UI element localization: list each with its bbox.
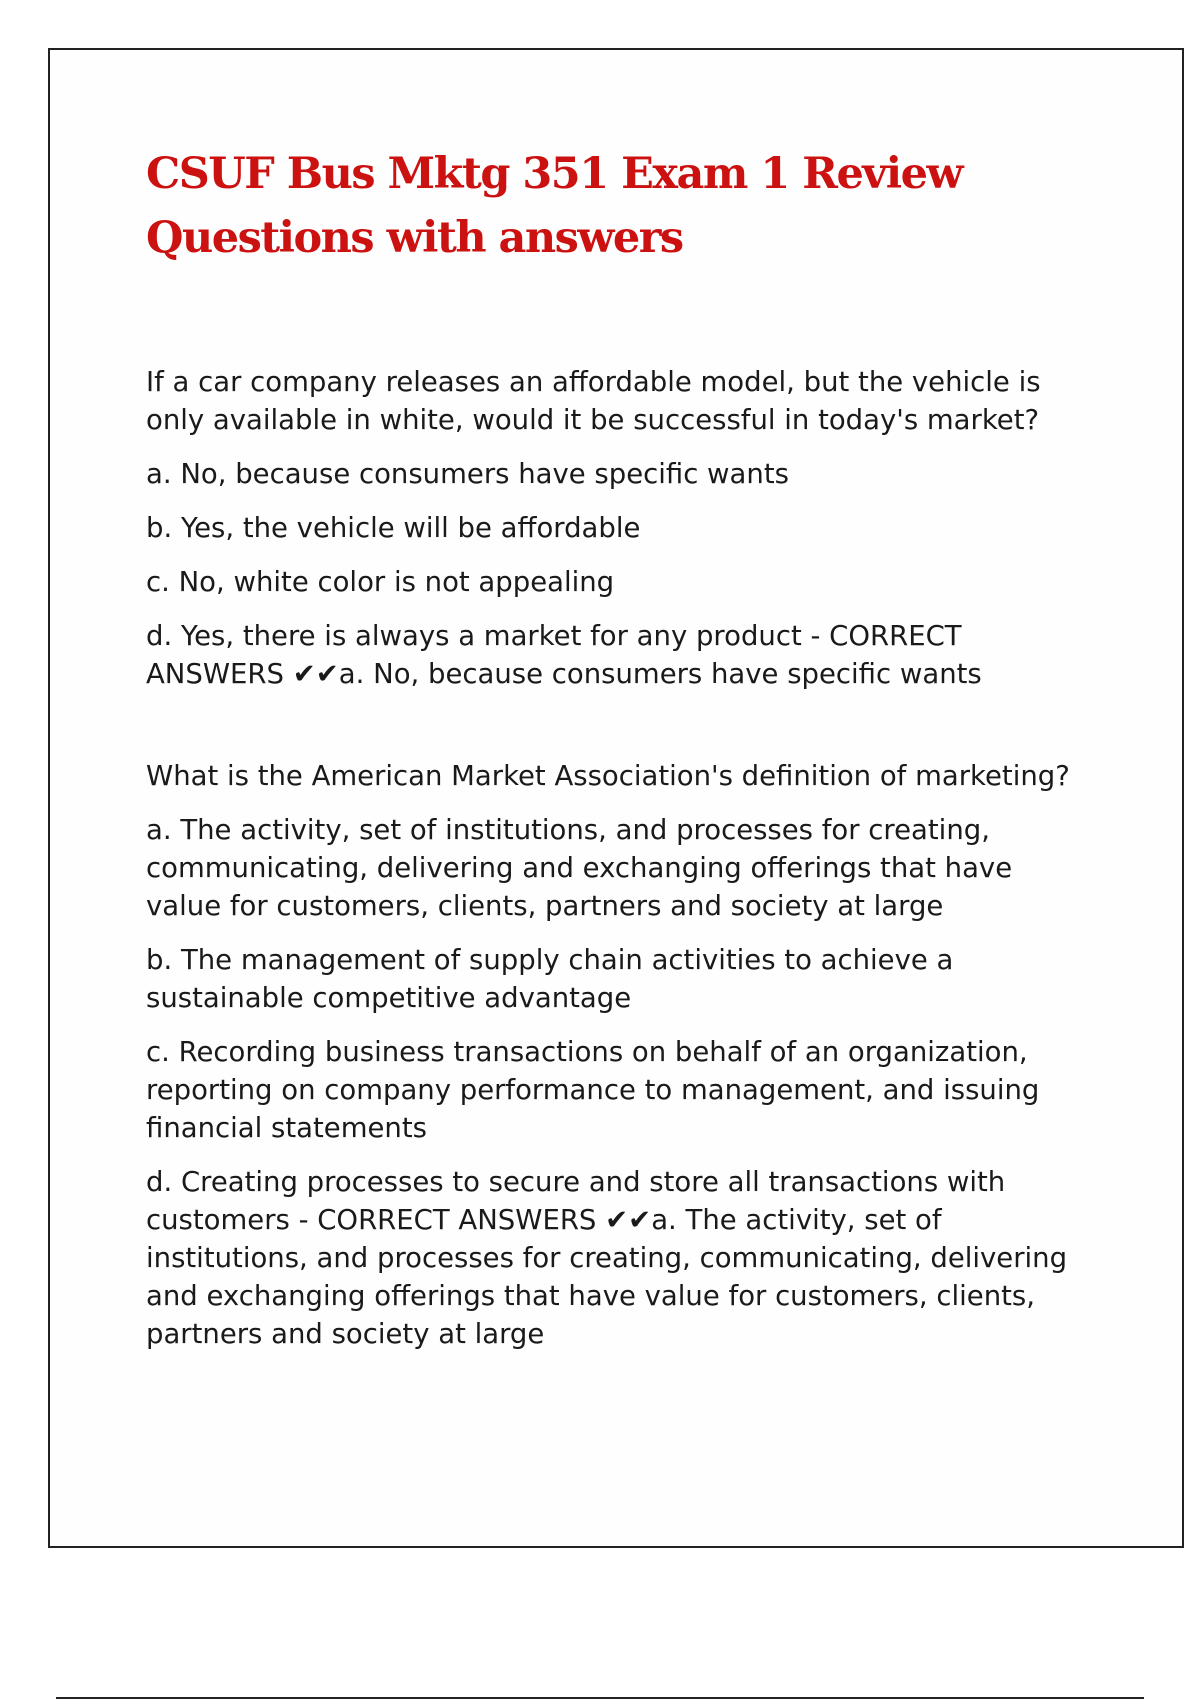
answer-option-b: b. The management of supply chain activities to achieve a sustainable competitive advantage bbox=[146, 944, 954, 1014]
answer-option-a: a. The activity, set of institutions, and processes for creating, communicating, delivering and exchanging offerings that have value for customers, clients, partners and society at large bbox=[146, 814, 1013, 922]
question-block-2 bbox=[146, 757, 1091, 1353]
question-block-1 bbox=[146, 363, 1091, 693]
document-title: CSUF Bus Mktg 351 Exam 1 Review Questions with answers bbox=[146, 149, 962, 263]
question-list bbox=[146, 363, 1091, 1369]
answer-option-d: d. Creating processes to secure and store all transactions with customers - CORRECT ANSWERS ✔✔a. The activity, set of institutions, and processes for creating, communicating, delivering and exchanging offerings that have value for customers, clients, partners and society at large bbox=[146, 1166, 1068, 1350]
page-bottom-rule bbox=[56, 1697, 1144, 1699]
answer-option-b: b. Yes, the vehicle will be affordable bbox=[146, 512, 641, 544]
answer-option-d: d. Yes, there is always a market for any product - CORRECT ANSWERS ✔✔a. No, because consumers have specific wants bbox=[146, 620, 982, 690]
answer-option-c: c. Recording business transactions on behalf of an organization, reporting on company performance to management, and issuing financial statements bbox=[146, 1036, 1040, 1144]
answer-option-a: a. No, because consumers have specific wants bbox=[146, 458, 789, 490]
answer-option-c: c. No, white color is not appealing bbox=[146, 566, 615, 598]
question-text: If a car company releases an affordable model, but the vehicle is only available in white, would it be successful in today's market? bbox=[146, 366, 1041, 436]
question-text: What is the American Market Association's definition of marketing? bbox=[146, 760, 1070, 792]
